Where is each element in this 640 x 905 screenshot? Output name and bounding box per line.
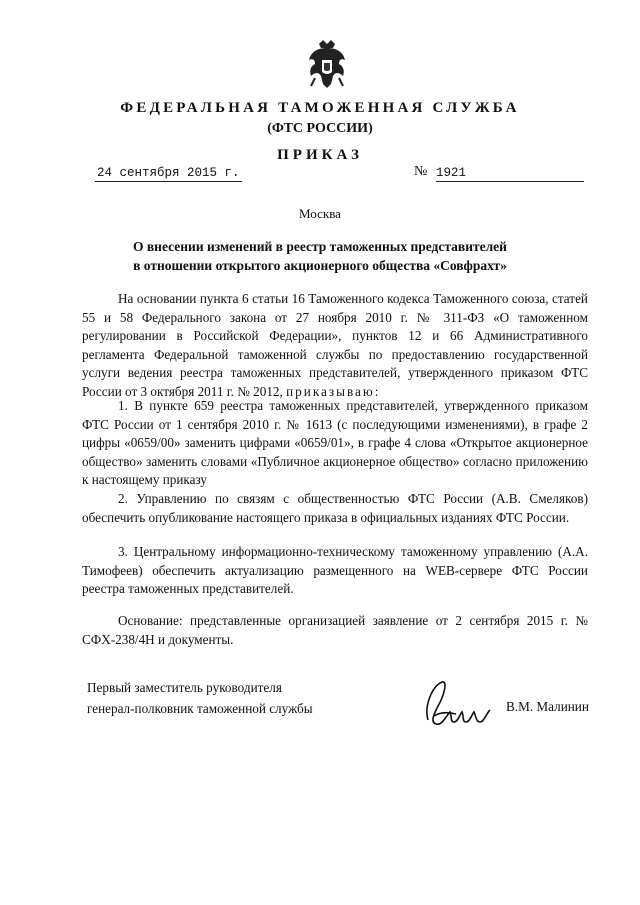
title-line-2: в отношении открытого акционерного общества «Совфрахт» (133, 258, 507, 273)
intro-paragraph (82, 290, 588, 402)
order-item-2-text: 2. Управлению по связям с общественностью ФТС России (А.В. Смеляков) обеспечить опубликование настоящего приказа в официальных изданиях ФТС России. (82, 491, 588, 525)
order-item-1 (82, 397, 588, 490)
document-title (0, 237, 640, 275)
position-line-1: Первый заместитель руководителя (87, 680, 282, 695)
order-number: 1921 (436, 166, 584, 182)
city: Москва (299, 206, 341, 221)
basis-text: Основание: представленные организацией заявление от 2 сентября 2015 г. № СФХ-238/4Н и документы. (82, 613, 588, 647)
order-item-1-text: 1. В пункте 659 реестра таможенных представителей, утвержденного приказом ФТС России от 1 сентября 2010 г. № 1613 (с последующими изменениями), в графе 2 цифры «0659/00» заменить цифрами «0659/01», в графе 4 слова «Открытое акционерное общество» заменить словами «Публичное акционерное общество» согласно приложению к настоящему приказу (82, 398, 588, 488)
handwritten-signature (420, 676, 500, 730)
agency-abbreviation: (ФТС РОССИИ) (267, 121, 373, 136)
signatory-name: В.М. Малинин (506, 699, 589, 714)
document-type: ПРИКАЗ (277, 147, 363, 163)
title-line-1: О внесении изменений в реестр таможенных представителей (133, 239, 507, 254)
order-item-3-text: 3. Центральному информационно-техническому таможенному управлению (А.А. Тимофеев) обеспечить актуализацию размещенного на WEB-сервере ФТС России реестра таможенных представителей. (82, 544, 588, 597)
coat-of-arms-emblem (305, 38, 349, 92)
order-item-2 (82, 490, 588, 527)
agency-name: ФЕДЕРАЛЬНАЯ ТАМОЖЕННАЯ СЛУЖБА (120, 100, 520, 116)
order-date: 24 сентября 2015 г. (95, 166, 242, 182)
signatory-position (87, 677, 313, 719)
intro-text: На основании пункта 6 статьи 16 Таможенного кодекса Таможенного союза, статей 55 и 58 Федерального закона от 27 ноября 2010 г. № 311-ФЗ «О таможенном регулировании в Российской Федерации», пунктов 12 и 66 Административного регламента Федеральной таможенной службы по предоставлению государственной услуги ведения реестра таможенных представителей, утвержденного приказом ФТС России от 3 октября 2011 г. № 2012, (82, 291, 588, 399)
order-word: приказываю: (286, 383, 381, 399)
position-line-2: генерал-полковник таможенной службы (87, 701, 313, 716)
number-label: № (414, 164, 428, 179)
order-item-3 (82, 543, 588, 599)
basis-paragraph (82, 612, 588, 649)
